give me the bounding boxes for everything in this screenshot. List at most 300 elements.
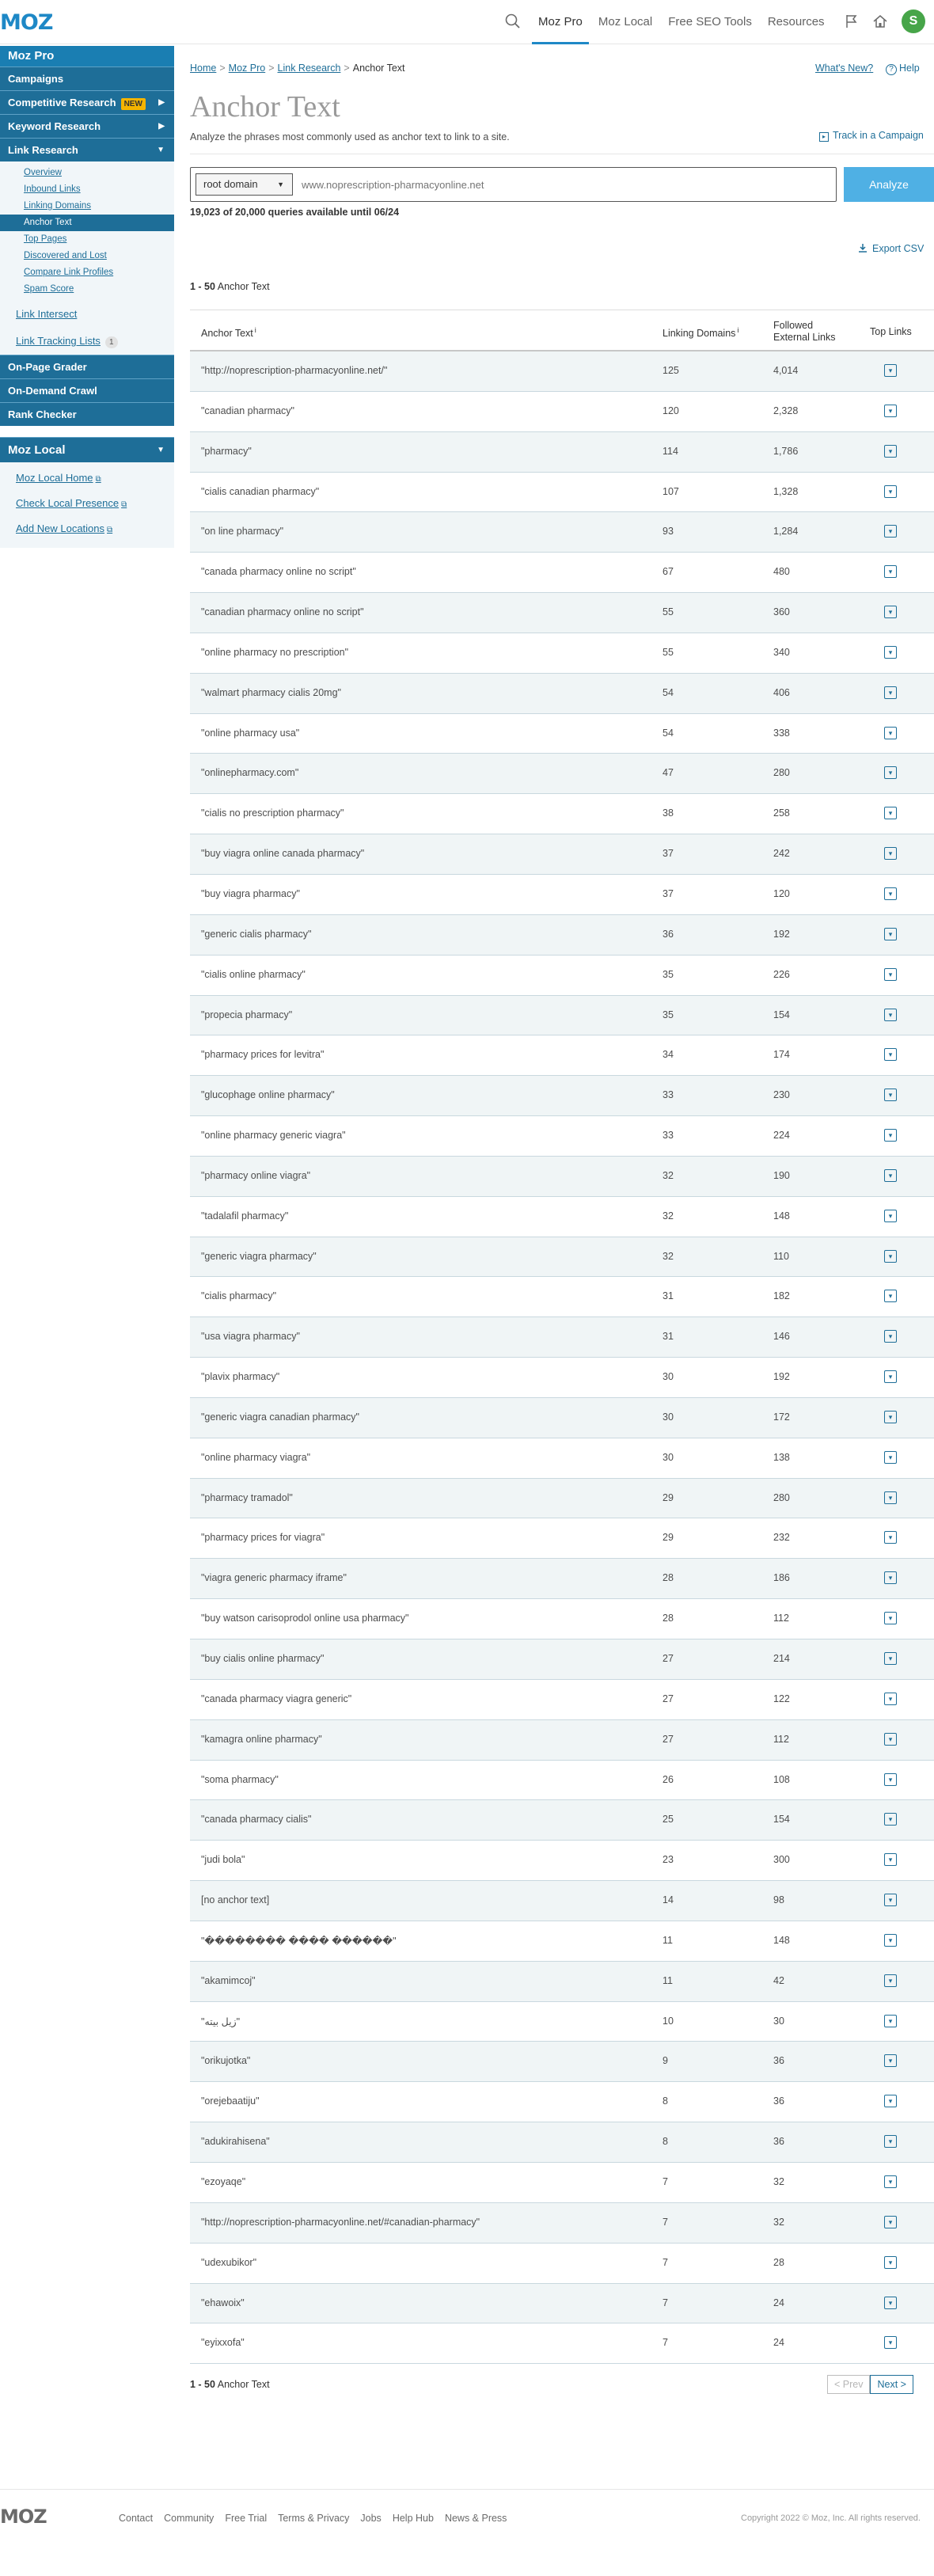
- followed-external-links-cell: 190: [773, 1169, 790, 1181]
- linking-domains-cell: 35: [663, 968, 674, 980]
- footer-link-terms-privacy[interactable]: Terms & Privacy: [278, 2513, 350, 2524]
- sidebar-item-label: On-Demand Crawl: [8, 385, 97, 397]
- anchor-text-cell: "tadalafil pharmacy": [201, 1210, 289, 1222]
- linking-domains-cell: 55: [663, 606, 674, 618]
- followed-external-links-cell: 224: [773, 1130, 790, 1142]
- linking-domains-cell: 28: [663, 1613, 674, 1624]
- expand-top-links-icon[interactable]: ▾: [884, 445, 897, 458]
- expand-top-links-icon[interactable]: ▾: [884, 1210, 897, 1222]
- expand-top-links-icon[interactable]: ▾: [884, 2015, 897, 2027]
- anchor-text-cell: "generic viagra canadian pharmacy": [201, 1411, 359, 1423]
- expand-top-links-icon[interactable]: ▾: [884, 1693, 897, 1705]
- linking-domains-cell: 30: [663, 1371, 674, 1383]
- chevron-right-icon: ▶: [158, 122, 165, 131]
- followed-external-links-cell: 138: [773, 1451, 790, 1463]
- followed-external-links-cell: 182: [773, 1290, 790, 1302]
- followed-external-links-cell: 406: [773, 686, 790, 698]
- expand-top-links-icon[interactable]: ▾: [884, 1733, 897, 1746]
- expand-top-links-icon[interactable]: ▾: [884, 2297, 897, 2309]
- linking-domains-cell: 7: [663, 2297, 668, 2308]
- table-body: [190, 351, 934, 2364]
- track-label: Track in a Campaign: [833, 130, 924, 141]
- followed-external-links-cell: 172: [773, 1411, 790, 1423]
- range-numbers: 1 - 50: [190, 281, 215, 292]
- help-icon: ?: [886, 64, 897, 75]
- anchor-text-cell: "online pharmacy usa": [201, 727, 300, 739]
- anchor-text-cell: "ezoyaqe": [201, 2175, 246, 2187]
- followed-external-links-cell: 154: [773, 1009, 790, 1020]
- expand-top-links-icon[interactable]: ▾: [884, 1290, 897, 1302]
- anchor-text-cell: "pharmacy prices for levitra": [201, 1049, 325, 1061]
- followed-external-links-cell: 226: [773, 968, 790, 980]
- footer-link-help-hub[interactable]: Help Hub: [392, 2513, 434, 2524]
- table-row: [190, 1962, 934, 2002]
- anchor-text-cell: "glucophage online pharmacy": [201, 1089, 335, 1101]
- linking-domains-cell: 27: [663, 1733, 674, 1745]
- anchor-text-cell: "generic cialis pharmacy": [201, 928, 312, 940]
- table-row: [190, 1157, 934, 1197]
- export-csv-button[interactable]: [858, 243, 924, 254]
- linking-domains-cell: 7: [663, 2337, 668, 2349]
- anchor-text-cell: "online pharmacy generic viagra": [201, 1130, 346, 1142]
- table-row: [190, 674, 934, 714]
- range-label: Anchor Text: [217, 281, 270, 292]
- expand-top-links-icon[interactable]: ▾: [884, 1813, 897, 1826]
- followed-external-links-cell: 154: [773, 1814, 790, 1826]
- sidebar-item-competitive-research[interactable]: [0, 90, 174, 114]
- anchor-text-cell: "walmart pharmacy cialis 20mg": [201, 686, 341, 698]
- expand-top-links-icon[interactable]: ▾: [884, 2095, 897, 2107]
- anchor-text-cell: "pharmacy tramadol": [201, 1491, 293, 1503]
- anchor-text-cell: "viagra generic pharmacy iframe": [201, 1572, 347, 1584]
- sidebar-item-keyword-research[interactable]: [0, 114, 174, 138]
- expand-top-links-icon[interactable]: ▾: [884, 405, 897, 417]
- moz-local-submenu: [0, 462, 174, 548]
- followed-external-links-cell: 2,328: [773, 405, 799, 416]
- table-row: [190, 392, 934, 432]
- expand-top-links-icon[interactable]: ▾: [884, 2175, 897, 2188]
- expand-top-links-icon[interactable]: ▾: [884, 1491, 897, 1504]
- scope-value: root domain: [203, 178, 258, 190]
- sidebar-link-label: Moz Local Home: [16, 472, 93, 484]
- followed-external-links-cell: 360: [773, 606, 790, 618]
- expand-top-links-icon[interactable]: ▾: [884, 1974, 897, 1987]
- linking-domains-cell: 34: [663, 1049, 674, 1061]
- page-title: Anchor Text: [190, 90, 340, 123]
- expand-top-links-icon[interactable]: ▾: [884, 2336, 897, 2349]
- expand-top-links-icon[interactable]: ▾: [884, 968, 897, 981]
- linking-domains-cell: 9: [663, 2055, 668, 2067]
- expand-top-links-icon[interactable]: ▾: [884, 928, 897, 940]
- scope-select[interactable]: [196, 173, 293, 196]
- home-icon[interactable]: [872, 13, 888, 29]
- range-label: Anchor Text: [217, 2379, 270, 2390]
- footer-link-contact[interactable]: Contact: [119, 2513, 154, 2524]
- expand-top-links-icon[interactable]: ▾: [884, 1250, 897, 1263]
- table-row: [190, 2042, 934, 2082]
- expand-top-links-icon[interactable]: ▾: [884, 847, 897, 860]
- link-tracking-count: 1: [105, 336, 118, 348]
- linking-domains-cell: 30: [663, 1451, 674, 1463]
- linking-domains-cell: 11: [663, 1934, 673, 1946]
- anchor-text-cell: "cialis canadian pharmacy": [201, 485, 320, 497]
- table-row: [190, 2284, 934, 2324]
- link-intersect-link[interactable]: Link Intersect: [16, 308, 78, 320]
- table-row: [190, 2244, 934, 2284]
- followed-external-links-cell: 230: [773, 1089, 790, 1101]
- expand-top-links-icon[interactable]: ▾: [884, 1894, 897, 1906]
- table-header: [190, 310, 934, 351]
- breadcrumb-link-research[interactable]: Link Research: [277, 63, 341, 74]
- expand-top-links-icon[interactable]: ▾: [884, 686, 897, 699]
- anchor-text-cell: "onlinepharmacy.com": [201, 767, 299, 779]
- expand-top-links-icon[interactable]: ▾: [884, 727, 897, 739]
- linking-domains-cell: 55: [663, 646, 674, 658]
- expand-top-links-icon[interactable]: ▾: [884, 1330, 897, 1343]
- expand-top-links-icon[interactable]: ▾: [884, 1411, 897, 1423]
- expand-top-links-icon[interactable]: ▾: [884, 1089, 897, 1101]
- table-row: [190, 794, 934, 834]
- sidebar-item-label: Moz Local: [8, 443, 66, 457]
- help-link[interactable]: [886, 63, 920, 75]
- linking-domains-cell: 35: [663, 1009, 674, 1020]
- linking-domains-cell: 125: [663, 365, 679, 376]
- sidebar-link-top-pages[interactable]: Top Pages: [24, 234, 67, 244]
- sidebar-link-anchor-text[interactable]: Anchor Text: [0, 215, 174, 231]
- anchor-text-cell: "�������� ���� ������": [201, 1935, 397, 1947]
- chevron-down-icon: ▼: [157, 446, 165, 454]
- followed-external-links-cell: 174: [773, 1049, 790, 1061]
- table-row: [190, 1921, 934, 1962]
- info-icon[interactable]: i: [254, 326, 256, 334]
- followed-external-links-cell: 280: [773, 1491, 790, 1503]
- sidebar-header-moz-pro: Moz Pro: [0, 46, 174, 66]
- table-row: [190, 1479, 934, 1519]
- table-row: [190, 2002, 934, 2042]
- linking-domains-cell: 107: [663, 485, 679, 497]
- expand-top-links-icon[interactable]: ▾: [884, 1129, 897, 1142]
- followed-external-links-cell: 108: [773, 1773, 790, 1785]
- nav-moz-local[interactable]: Moz Local: [598, 15, 653, 28]
- linking-domains-cell: 33: [663, 1089, 674, 1101]
- anchor-text-cell: "soma pharmacy": [201, 1773, 279, 1785]
- table-row: [190, 1680, 934, 1720]
- user-avatar[interactable]: S: [902, 9, 925, 33]
- anchor-text-cell: "on line pharmacy": [201, 526, 284, 538]
- table-row: [190, 754, 934, 794]
- table-row: [190, 1761, 934, 1801]
- expand-top-links-icon[interactable]: ▾: [884, 1571, 897, 1584]
- linking-domains-cell: 7: [663, 2256, 668, 2268]
- pagination: [827, 2375, 913, 2394]
- linking-domains-cell: 120: [663, 405, 679, 416]
- table-row: [190, 834, 934, 875]
- followed-external-links-cell: 112: [773, 1613, 789, 1624]
- anchor-text-table: [190, 310, 934, 2364]
- sidebar-link-linking-domains[interactable]: Linking Domains: [24, 201, 92, 211]
- sidebar-item-label: On-Page Grader: [8, 361, 87, 373]
- linking-domains-cell: 67: [663, 566, 674, 578]
- next-page-button[interactable]: [870, 2375, 913, 2394]
- main-nav-links: [532, 0, 834, 44]
- anchor-text-cell: "judi bola": [201, 1854, 245, 1866]
- nav-free-seo-tools[interactable]: Free SEO Tools: [668, 15, 752, 28]
- table-row: [190, 2163, 934, 2203]
- footer-link-jobs[interactable]: Jobs: [360, 2513, 382, 2524]
- expand-top-links-icon[interactable]: ▾: [884, 565, 897, 578]
- linking-domains-cell: 37: [663, 848, 674, 860]
- url-input[interactable]: [302, 168, 832, 201]
- expand-top-links-icon[interactable]: ▾: [884, 1853, 897, 1866]
- result-range-top: [190, 281, 270, 292]
- anchor-text-cell: "زیل بیته": [201, 2016, 241, 2027]
- expand-top-links-icon[interactable]: ▾: [884, 485, 897, 498]
- expand-top-links-icon[interactable]: ▾: [884, 525, 897, 538]
- sidebar-link-label: Check Local Presence: [16, 497, 120, 509]
- external-link-icon: ⧉: [121, 500, 127, 509]
- top-navigation: [0, 0, 934, 44]
- followed-external-links-cell: 120: [773, 887, 790, 899]
- prev-page-button[interactable]: [827, 2375, 870, 2394]
- linking-domains-cell: 7: [663, 2175, 668, 2187]
- followed-external-links-cell: 480: [773, 566, 790, 578]
- anchor-text-cell: "usa viagra pharmacy": [201, 1331, 300, 1343]
- sidebar-item-link-tracking: [0, 328, 174, 355]
- breadcrumb-separator: >: [268, 63, 275, 74]
- sidebar-link-compare-link-profiles[interactable]: Compare Link Profiles: [24, 268, 114, 277]
- anchor-text-cell: "orejebaatiju": [201, 2095, 260, 2107]
- export-label: Export CSV: [872, 243, 925, 254]
- sidebar-item-label: Competitive Research: [8, 97, 116, 108]
- expand-top-links-icon[interactable]: ▾: [884, 1370, 897, 1383]
- expand-top-links-icon[interactable]: ▾: [884, 1048, 897, 1061]
- anchor-text-cell: "plavix pharmacy": [201, 1371, 280, 1383]
- expand-top-links-icon[interactable]: ▾: [884, 1652, 897, 1665]
- expand-top-links-icon[interactable]: ▾: [884, 766, 897, 779]
- linking-domains-cell: 32: [663, 1250, 674, 1262]
- sidebar-item-label: Link Research: [8, 144, 78, 156]
- table-row: [190, 1197, 934, 1237]
- linking-domains-cell: 27: [663, 1653, 674, 1664]
- expand-top-links-icon[interactable]: ▾: [884, 1773, 897, 1786]
- sidebar-link-check-local-presence[interactable]: [0, 491, 174, 516]
- table-row: [190, 1076, 934, 1116]
- expand-top-links-icon[interactable]: ▾: [884, 364, 897, 377]
- table-row: [190, 633, 934, 674]
- followed-external-links-cell: 340: [773, 646, 790, 658]
- column-label: Followed: [773, 320, 814, 331]
- sidebar-link-inbound-links[interactable]: Inbound Links: [24, 184, 81, 194]
- linking-domains-cell: 54: [663, 727, 674, 739]
- expand-top-links-icon[interactable]: ▾: [884, 606, 897, 618]
- linking-domains-cell: 7: [663, 2216, 668, 2228]
- followed-external-links-cell: 36: [773, 2095, 784, 2107]
- linking-domains-cell: 36: [663, 928, 674, 940]
- sidebar-item-link-research[interactable]: [0, 138, 174, 161]
- footer-moz-logo[interactable]: MOZ: [0, 2506, 47, 2528]
- footer-link-community[interactable]: Community: [164, 2513, 215, 2524]
- linking-domains-cell: 47: [663, 767, 674, 779]
- table-row: [190, 1438, 934, 1479]
- sidebar-link-overview[interactable]: Overview: [24, 168, 62, 177]
- followed-external-links-cell: 148: [773, 1210, 790, 1222]
- footer-link-news-press[interactable]: News & Press: [444, 2513, 507, 2524]
- followed-external-links-cell: 36: [773, 2055, 784, 2067]
- followed-external-links-cell: 280: [773, 767, 790, 779]
- expand-top-links-icon[interactable]: ▾: [884, 2054, 897, 2067]
- linking-domains-cell: 26: [663, 1773, 674, 1785]
- footer-link-free-trial[interactable]: Free Trial: [225, 2513, 268, 2524]
- column-header-linking-domains[interactable]: [663, 326, 738, 339]
- chevron-right-icon: ▶: [158, 98, 165, 107]
- track-in-campaign-link[interactable]: [819, 130, 924, 142]
- whats-new-link[interactable]: What's New?: [815, 63, 874, 74]
- table-row: [190, 1237, 934, 1278]
- chevron-left-icon: <: [834, 2379, 843, 2390]
- linking-domains-cell: 28: [663, 1572, 674, 1584]
- followed-external-links-cell: 122: [773, 1693, 790, 1704]
- table-row: [190, 2122, 934, 2163]
- anchor-text-cell: "canada pharmacy online no script": [201, 566, 356, 578]
- table-row: [190, 1639, 934, 1680]
- expand-top-links-icon[interactable]: ▾: [884, 1169, 897, 1182]
- track-icon: ▸: [819, 132, 829, 142]
- expand-top-links-icon[interactable]: ▾: [884, 887, 897, 900]
- table-row: [190, 1559, 934, 1599]
- table-row: [190, 432, 934, 473]
- followed-external-links-cell: 148: [773, 1934, 790, 1946]
- sidebar-item-label: Campaigns: [8, 73, 64, 85]
- sidebar-item-on-page-grader[interactable]: [0, 355, 174, 378]
- expand-top-links-icon[interactable]: ▾: [884, 1612, 897, 1624]
- column-header-followed-external-links[interactable]: [773, 320, 836, 344]
- table-row: [190, 2082, 934, 2122]
- flag-icon[interactable]: [844, 13, 860, 29]
- breadcrumb-home[interactable]: Home: [190, 63, 217, 74]
- expand-top-links-icon[interactable]: ▾: [884, 2216, 897, 2228]
- moz-logo[interactable]: MOZ: [0, 10, 53, 35]
- table-row: [190, 1881, 934, 1921]
- anchor-text-cell: "canadian pharmacy online no script": [201, 606, 364, 618]
- sidebar-link-spam-score[interactable]: Spam Score: [24, 284, 74, 294]
- external-link-icon: ⧉: [107, 526, 113, 534]
- linking-domains-cell: 10: [663, 2015, 674, 2027]
- anchor-text-cell: "cialis online pharmacy": [201, 968, 306, 980]
- expand-top-links-icon[interactable]: ▾: [884, 1009, 897, 1021]
- linking-domains-cell: 23: [663, 1854, 674, 1866]
- link-research-submenu: [0, 161, 174, 301]
- followed-external-links-cell: 112: [773, 1733, 789, 1745]
- page-subtitle: Analyze the phrases most commonly used as anchor text to link to a site.: [190, 131, 510, 142]
- anchor-text-cell: "pharmacy prices for viagra": [201, 1532, 325, 1544]
- breadcrumb-moz-pro[interactable]: Moz Pro: [228, 63, 266, 74]
- anchor-text-cell: "pharmacy online viagra": [201, 1169, 311, 1181]
- table-row: [190, 1841, 934, 1881]
- linking-domains-cell: 25: [663, 1814, 674, 1826]
- anchor-text-cell: "canadian pharmacy": [201, 405, 294, 416]
- query-quota: 19,023 of 20,000 queries available until 06/24: [190, 207, 400, 218]
- expand-top-links-icon[interactable]: ▾: [884, 1451, 897, 1464]
- expand-top-links-icon[interactable]: ▾: [884, 1934, 897, 1947]
- followed-external-links-cell: 42: [773, 1974, 784, 1986]
- anchor-text-cell: "buy viagra pharmacy": [201, 887, 300, 899]
- sidebar-item-campaigns[interactable]: [0, 66, 174, 90]
- anchor-text-cell: "akamimcoj": [201, 1974, 256, 1986]
- linking-domains-cell: 114: [663, 445, 678, 457]
- sidebar-item-label: Rank Checker: [8, 408, 77, 420]
- table-row: [190, 512, 934, 553]
- sidebar-link-discovered-and-lost[interactable]: Discovered and Lost: [24, 251, 107, 260]
- followed-external-links-cell: 98: [773, 1894, 784, 1906]
- table-row: [190, 1277, 934, 1317]
- footer: [0, 2489, 934, 2576]
- anchor-text-cell: "cialis pharmacy": [201, 1290, 277, 1302]
- anchor-text-cell: "cialis no prescription pharmacy": [201, 807, 344, 819]
- sidebar-link-add-new-locations[interactable]: [0, 516, 174, 541]
- info-icon[interactable]: i: [737, 326, 739, 334]
- copyright: Copyright 2022 © Moz, Inc. All rights reserved.: [741, 2513, 921, 2523]
- followed-external-links-cell: 24: [773, 2337, 784, 2349]
- analyze-button[interactable]: Analyze: [844, 167, 934, 202]
- anchor-text-cell: "buy cialis online pharmacy": [201, 1653, 325, 1664]
- link-tracking-lists-link[interactable]: Link Tracking Lists: [16, 335, 101, 347]
- anchor-text-cell: "buy viagra online canada pharmacy": [201, 848, 365, 860]
- linking-domains-cell: 54: [663, 686, 674, 698]
- followed-external-links-cell: 1,284: [773, 526, 799, 538]
- column-label: Linking Domains: [663, 328, 736, 340]
- table-row: [190, 553, 934, 593]
- search-icon[interactable]: [504, 13, 522, 30]
- followed-external-links-cell: 1,786: [773, 445, 799, 457]
- followed-external-links-cell: 242: [773, 848, 790, 860]
- expand-top-links-icon[interactable]: ▾: [884, 807, 897, 819]
- linking-domains-cell: 33: [663, 1130, 674, 1142]
- anchor-text-cell: "adukirahisena": [201, 2136, 270, 2148]
- expand-top-links-icon[interactable]: ▾: [884, 2256, 897, 2269]
- expand-top-links-icon[interactable]: ▾: [884, 1531, 897, 1544]
- nav-moz-pro[interactable]: Moz Pro: [532, 0, 589, 44]
- breadcrumb-current: Anchor Text: [352, 63, 405, 74]
- linking-domains-cell: 8: [663, 2095, 668, 2107]
- nav-resources[interactable]: Resources: [767, 15, 825, 28]
- column-label: Anchor Text: [201, 328, 253, 340]
- followed-external-links-cell: 36: [773, 2136, 784, 2148]
- sidebar-item-on-demand-crawl[interactable]: [0, 378, 174, 402]
- sidebar-item-moz-local[interactable]: [0, 437, 174, 462]
- external-link-icon: ⧉: [95, 475, 101, 484]
- table-row: [190, 1518, 934, 1559]
- table-row: [190, 714, 934, 754]
- sidebar-link-moz-local-home[interactable]: [0, 465, 174, 491]
- table-row: [190, 1720, 934, 1761]
- table-row: [190, 2323, 934, 2364]
- anchor-text-cell: "buy watson carisoprodol online usa pharmacy": [201, 1613, 409, 1624]
- table-row: [190, 1116, 934, 1157]
- new-badge: NEW: [121, 98, 146, 110]
- column-header-anchor-text[interactable]: [201, 326, 256, 339]
- expand-top-links-icon[interactable]: ▾: [884, 646, 897, 659]
- linking-domains-cell: 29: [663, 1532, 674, 1544]
- expand-top-links-icon[interactable]: ▾: [884, 2135, 897, 2148]
- table-row: [190, 956, 934, 996]
- column-header-top-links: Top Links: [870, 326, 912, 337]
- sidebar-item-rank-checker[interactable]: [0, 402, 174, 426]
- sidebar-link-label: Add New Locations: [16, 522, 105, 534]
- sidebar-item-link-intersect: [0, 301, 174, 328]
- table-row: [190, 875, 934, 915]
- next-label: Next: [877, 2379, 898, 2390]
- linking-domains-cell: 32: [663, 1210, 674, 1222]
